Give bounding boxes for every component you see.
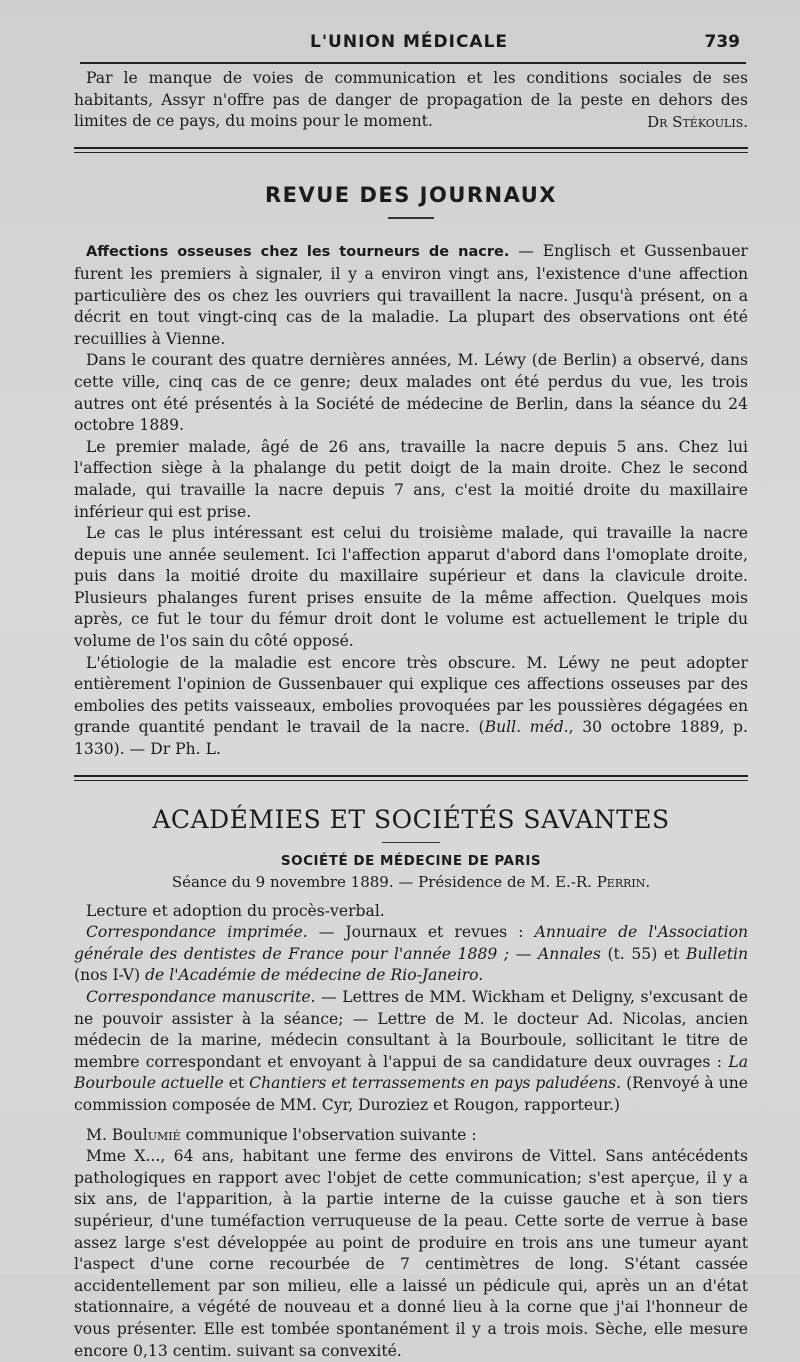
page-content: [74, 68, 748, 1362]
p5-ref: Bull. méd.: [484, 718, 569, 737]
section-rule-2: [74, 775, 748, 781]
corr-imp-text-6: Bulletin: [685, 944, 748, 963]
corr-man-text-2: La Bourboule actuelle: [74, 1052, 748, 1093]
corr-imp-text-2: Annuaire de l'Association générale des dentistes de France pour l'année 1889 ;: [74, 923, 749, 963]
observation-paragraph: Mme X..., 64 ans, habitant une ferme des environs de Vittel. Sans antécédents pathologiques en rapport avec l'objet de cette communication; s'est aperçue, il y a six ans, de l'apparition, à la partie interne de la cuisse gauche et à son tiers supérieur, d'une tuméfaction verruqueuse de la peau. Cette sorte de verrue à base assez large s'est développée au point de produire en trois ans une tumeur ayant l'aspect d'une corne recourbée de 7 centimètres de long. S'étant cassée accidentellement par son milieu, elle a laissé un pédicule qui, après un an d'état stationnaire, a végété de nouveau et a donné lieu à la corne que j'ai l'honneur de vous présenter. Elle est tombée spontanément il y a trois mois. Sèche, elle mesure encore 0,13 centim. suivant sa convexité.: [74, 1147, 748, 1360]
p5-end: , 30 octobre 1889, p. 1330). — Dr Ph. L.: [74, 718, 748, 759]
boul-end: communique l'observation suivante :: [180, 1125, 477, 1144]
lecture-line: Lecture et adoption du procès-verbal.: [86, 901, 385, 920]
revue-paragraph-5: [74, 653, 748, 761]
corr-imp-label: Correspondance imprimée.: [86, 923, 308, 942]
corr-imp-text-1: — Journaux et revues :: [307, 923, 535, 942]
president-name: Perrin.: [596, 872, 651, 891]
boul-start: M. Boul: [86, 1125, 148, 1144]
corr-man-label: Correspondance manuscrite.: [86, 988, 316, 1006]
signature-text: Dr Stékoulis.: [647, 112, 748, 131]
article-lead: Affections osseuses chez les tourneurs de nacre.: [86, 244, 510, 261]
section-rule: [74, 147, 748, 153]
academies-ornament: [382, 842, 440, 843]
corr-man-text-5: (Renvoyé à une commission composée de MM. Cyr, Duroziez et Rougon, rapporteur.): [74, 1074, 748, 1114]
correspondance-manuscrite: [74, 987, 748, 1117]
corr-man-text-4: Chantiers et terrassements en pays paludéens.: [249, 1074, 622, 1093]
society-heading: SOCIÉTÉ DE MÉDECINE DE PARIS: [280, 852, 542, 869]
running-title: L'UNION MÉDICALE: [310, 32, 509, 52]
article-lead-rest: — Englisch et Gussenbauer furent les premiers à signaler, il y a environ vingt ans, l'existence d'une affection particulière des os chez les ouvriers qui travaillent la nacre. Jusqu'à présent, on a décrit en tout vingt-cinq cas de la maladie. La plupart des observations ont été recuillies à Vienne.: [74, 242, 748, 348]
academies-title: ACADÉMIES ET SOCIÉTÉS SAVANTES: [152, 804, 670, 834]
revue-paragraph-4: Le cas le plus intéressant est celui du troisième malade, qui travaille la nacre depuis une année seulement. Ici l'affection apparut d'abord dans l'omoplate droite, puis dans la moitié droite du maxillaire supérieur et dans la clavicule droite. Plusieurs phalanges furent prises ensuite de la même affection. Quelques mois après, ce fut le tour du fémur droit dont le volume est actuellement le triple du volume de l'os sain du côté opposé.: [74, 524, 748, 651]
corr-imp-text-7: (nos I-V): [74, 966, 146, 985]
boulumie-intro: [74, 1125, 748, 1147]
boul-sc: umié: [147, 1125, 181, 1144]
corr-man-text-1: — Lettres de MM. Wickham et Deligny, s'excusant de ne pouvoir assister à la séance; — Lettre de M. le docteur Ad. Nicolas, ancien médecin de la marine, médecin consultant à la Bourboule, sollicitant le titre de membre correspondant et envoyant à l'appui de sa candidature deux ouvrages :: [74, 988, 748, 1071]
revue-paragraph-3: Le premier malade, âgé de 26 ans, travaille la nacre depuis 5 ans. Chez lui l'affection siège à la phalange du petit doigt de la main droite. Chez le second malade, qui travaille la nacre depuis 7 ans, c'est la moitié droite du maxillaire inférieur qui est prise.: [74, 437, 748, 521]
corr-imp-text-4: Annales: [537, 944, 601, 963]
page-number: 739: [704, 32, 740, 52]
p5-start: L'étiologie de la maladie est encore très obscure. M. Léwy ne peut adopter entièrement l'opinion de Gussenbauer qui explique ces affections osseuses par des embolies des petits vaisseaux, embolies provoquées par les poussières dégagées en grande quantité pendant le travail de la nacre. (: [74, 653, 748, 737]
running-head: [80, 30, 740, 60]
corr-man-text-3: et: [223, 1074, 250, 1093]
corr-imp-text-3: —: [509, 944, 538, 963]
paragraph-gap: [74, 1117, 748, 1125]
corr-imp-text-5: (t. 55) et: [600, 944, 686, 963]
correspondance-imprimee: [74, 922, 748, 987]
intro-paragraph: Par le manque de voies de communication et les conditions sociales de ses habitants, Assyr n'offre pas de danger de propagation de la peste en dehors des limites de ce pays, du moins pour le moment.: [74, 69, 748, 131]
corr-imp-text-8: de l'Académie de médecine de Rio-Janeiro.: [145, 966, 484, 985]
seance-text: Séance du 9 novembre 1889. — Présidence de M. E.-R.: [171, 872, 597, 891]
title-ornament: [388, 217, 434, 219]
revue-title: REVUE DES JOURNAUX: [264, 183, 557, 208]
header-rule: [80, 62, 746, 64]
revue-paragraph-1: [74, 241, 748, 350]
revue-paragraph-2: Dans le courant des quatre dernières années, M. Léwy (de Berlin) a observé, dans cette ville, cinq cas de ce genre; deux malades ont été perdus du vue, les trois autres ont été présentés à la Société de médecine de Berlin, dans la séance du 24 octobre 1889.: [74, 351, 748, 435]
seance-line: [74, 873, 748, 891]
